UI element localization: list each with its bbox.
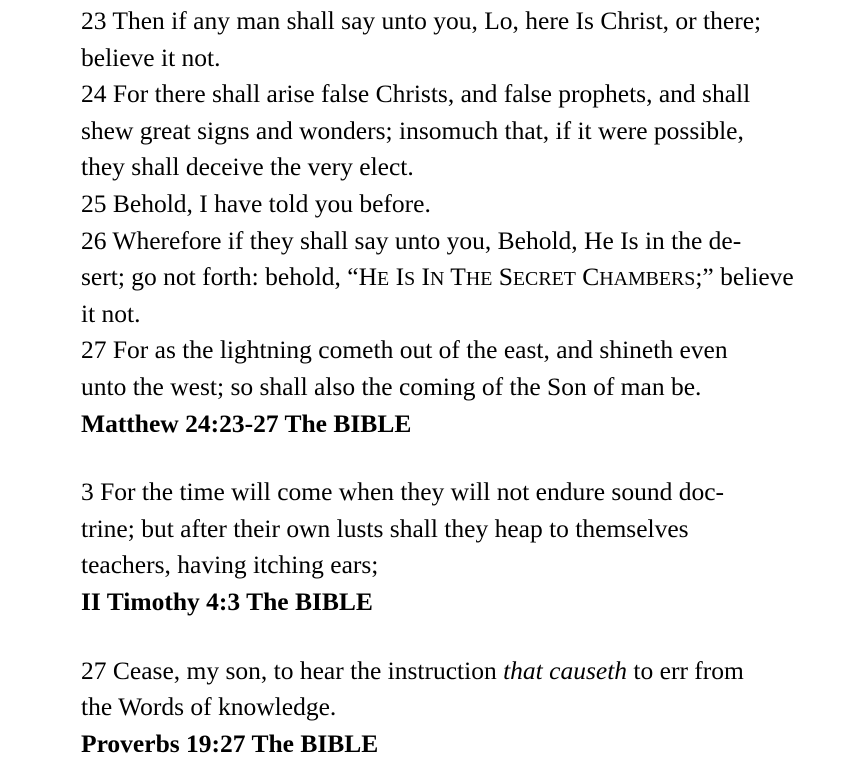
smallcaps-initial: C bbox=[582, 262, 599, 291]
passage-proverbs bbox=[81, 653, 861, 762]
scripture-reference: Matthew 24:23-27 The BIBLE bbox=[81, 406, 861, 443]
verse-text: ;” believe bbox=[695, 262, 793, 291]
passage-matthew bbox=[81, 3, 861, 442]
verse-line: unto the west; so shall also the coming of the Son of man be. bbox=[81, 369, 861, 406]
verse-line: 3 For the time will come when they will not endure sound doc- bbox=[81, 474, 861, 511]
scripture-reference: II Timothy 4:3 The BIBLE bbox=[81, 584, 861, 621]
verse-line: 27 For as the lightning cometh out of the east, and shineth even bbox=[81, 332, 861, 369]
smallcaps-initial: H bbox=[359, 262, 377, 291]
smallcaps-rest: HE bbox=[466, 268, 493, 290]
verse-line: shew great signs and wonders; insomuch that, if it were possible, bbox=[81, 113, 861, 150]
smallcaps-rest: ECRET bbox=[513, 268, 576, 290]
smallcaps-rest: S bbox=[404, 268, 415, 290]
verse-line bbox=[81, 653, 861, 690]
smallcaps-phrase bbox=[359, 262, 696, 291]
smallcaps-initial: I bbox=[396, 262, 405, 291]
passage-gap bbox=[81, 442, 861, 474]
smallcaps-initial: S bbox=[499, 262, 513, 291]
smallcaps-rest: E bbox=[377, 268, 389, 290]
scripture-page bbox=[81, 3, 861, 762]
scripture-reference: Proverbs 19:27 The BIBLE bbox=[81, 726, 861, 762]
verse-line: 23 Then if any man shall say unto you, Lo, here Is Christ, or there; bbox=[81, 3, 861, 40]
passage-timothy bbox=[81, 474, 861, 620]
verse-line: trine; but after their own lusts shall they heap to themselves bbox=[81, 511, 861, 548]
verse-line: it not. bbox=[81, 296, 861, 333]
verse-line: the Words of knowledge. bbox=[81, 689, 861, 726]
passage-gap bbox=[81, 621, 861, 653]
verse-line: teachers, having itching ears; bbox=[81, 547, 861, 584]
smallcaps-rest: N bbox=[430, 268, 444, 290]
verse-line-smallcaps bbox=[81, 259, 861, 296]
verse-text: 27 Cease, my son, to hear the instruction bbox=[81, 656, 503, 685]
verse-text: sert; go not forth: behold, “ bbox=[81, 262, 359, 291]
verse-line: 24 For there shall arise false Christs, and false prophets, and shall bbox=[81, 76, 861, 113]
smallcaps-rest: HAMBERS bbox=[599, 268, 695, 290]
verse-line: 25 Behold, I have told you before. bbox=[81, 186, 861, 223]
italic-text: that causeth bbox=[503, 656, 627, 685]
smallcaps-initial: T bbox=[450, 262, 466, 291]
verse-line: they shall deceive the very elect. bbox=[81, 149, 861, 186]
verse-line: believe it not. bbox=[81, 40, 861, 77]
verse-text: to err from bbox=[627, 656, 744, 685]
smallcaps-initial: I bbox=[422, 262, 431, 291]
verse-line: 26 Wherefore if they shall say unto you, Behold, He Is in the de- bbox=[81, 223, 861, 260]
